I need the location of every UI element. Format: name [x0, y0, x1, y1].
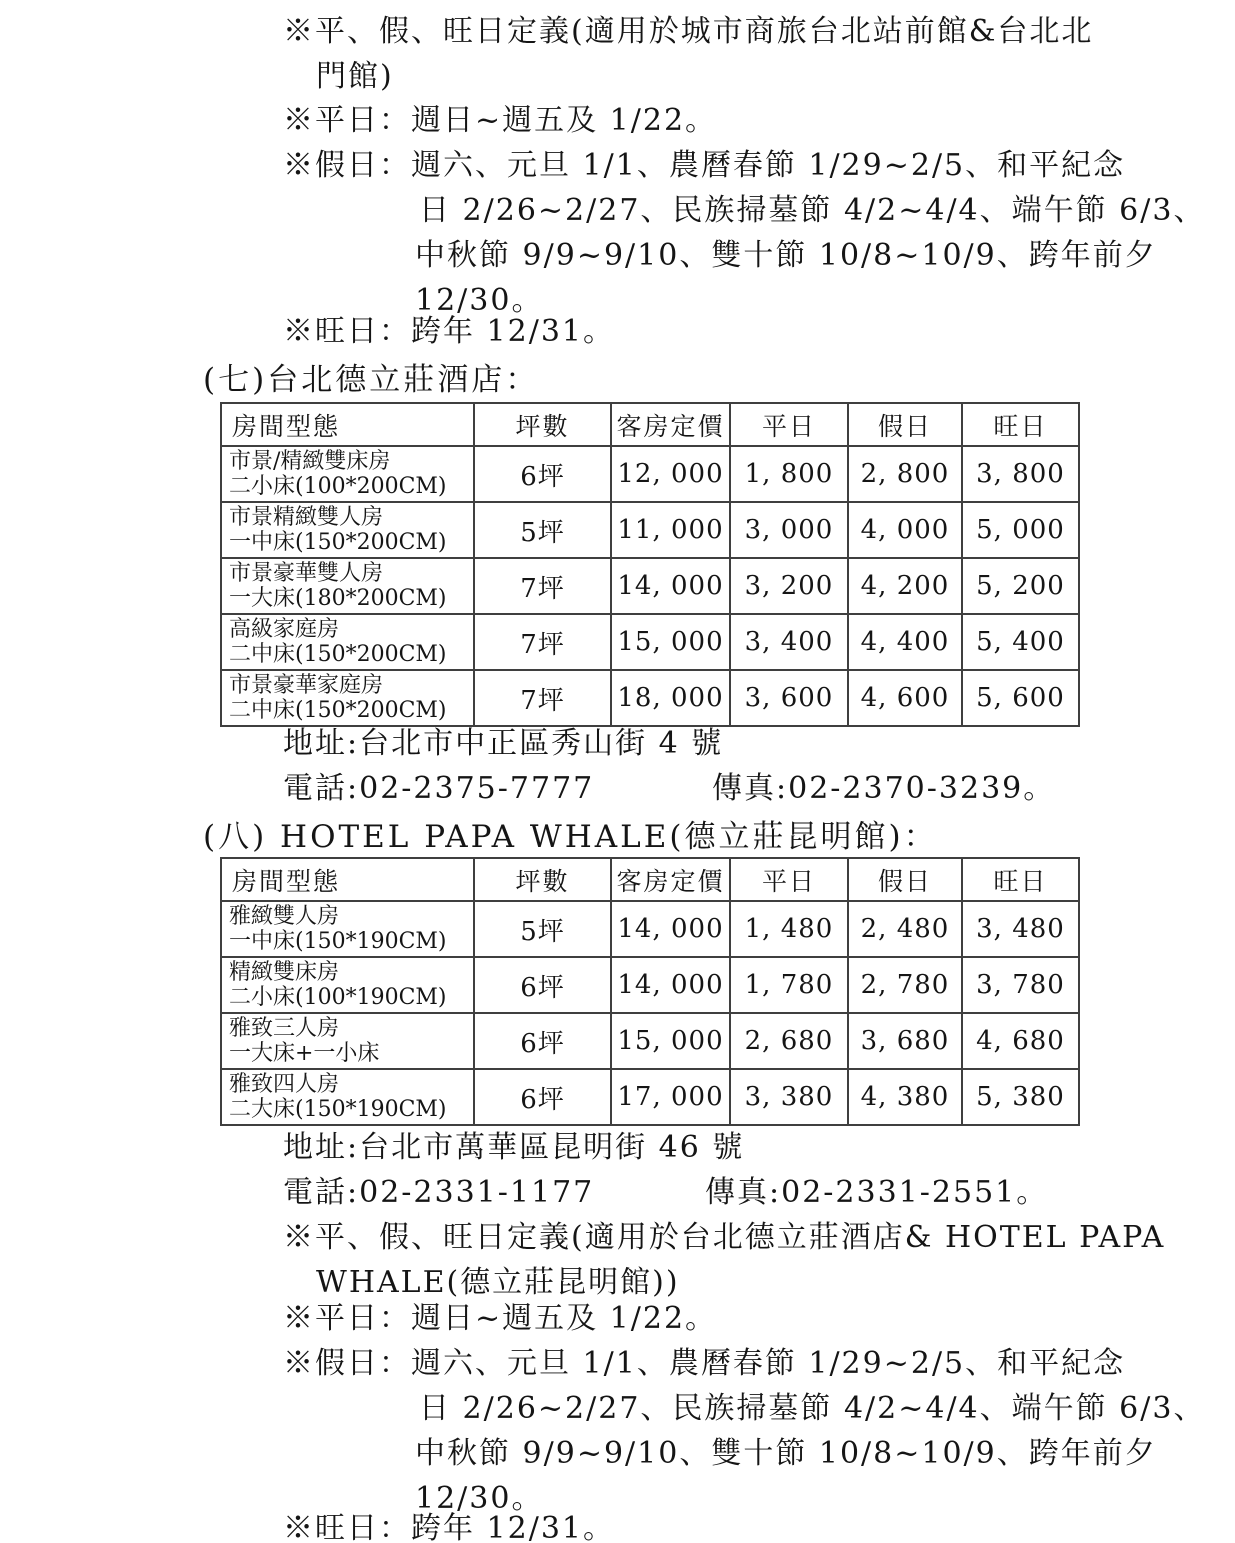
list-price-cell: 17, 000 — [611, 1069, 730, 1125]
list-price-cell: 14, 000 — [611, 558, 730, 614]
note-line: 中秋節 9/9~9/10、雙十節 10/8~10/9、跨年前夕 — [415, 1436, 1157, 1471]
list-price-cell: 11, 000 — [611, 502, 730, 558]
room-type-cell — [221, 558, 474, 614]
size-cell: 7坪 — [474, 614, 611, 670]
col-header-peak: 旺日 — [962, 858, 1079, 901]
col-header-weekday: 平日 — [730, 403, 848, 446]
holiday-price-cell: 4, 600 — [848, 670, 962, 726]
room-type-cell — [221, 1013, 474, 1069]
list-price-cell: 15, 000 — [611, 614, 730, 670]
col-header-size: 坪數 — [474, 403, 611, 446]
section7-address: 地址:台北市中正區秀山街 4 號 — [283, 726, 724, 761]
col-header-list-price: 客房定價 — [611, 403, 730, 446]
holiday-price-cell: 4, 000 — [848, 502, 962, 558]
weekday-price-cell: 1, 780 — [730, 957, 848, 1013]
peak-price-cell: 5, 000 — [962, 502, 1079, 558]
room-type-cell — [221, 670, 474, 726]
holiday-price-cell: 2, 480 — [848, 901, 962, 957]
list-price-cell: 12, 000 — [611, 446, 730, 502]
table-row — [221, 957, 1079, 1013]
col-header-holiday: 假日 — [848, 403, 962, 446]
note-line: 12/30。 — [415, 283, 544, 318]
note-line: ※旺日：跨年 12/31。 — [283, 314, 615, 349]
list-price-cell: 14, 000 — [611, 957, 730, 1013]
bed-spec: 一大床(180*200CM) — [229, 586, 447, 611]
section8-fax: 傳真:02-2331-2551。 — [705, 1175, 1049, 1210]
table-row — [221, 1069, 1079, 1125]
weekday-price-cell: 1, 800 — [730, 446, 848, 502]
col-header-weekday: 平日 — [730, 858, 848, 901]
room-name: 市景豪華家庭房 — [229, 673, 384, 698]
note-line: ※平日：週日~週五及 1/22。 — [283, 1301, 718, 1336]
list-price-cell: 15, 000 — [611, 1013, 730, 1069]
size-cell: 6坪 — [474, 1069, 611, 1125]
section7-phone: 電話:02-2375-7777 — [283, 771, 595, 806]
room-name: 高級家庭房 — [229, 617, 340, 642]
col-header-list-price: 客房定價 — [611, 858, 730, 901]
room-type-cell — [221, 502, 474, 558]
peak-price-cell: 3, 800 — [962, 446, 1079, 502]
bed-spec: 一中床(150*190CM) — [229, 929, 447, 954]
holiday-price-cell: 2, 780 — [848, 957, 962, 1013]
section7-heading: (七)台北德立莊酒店： — [203, 362, 540, 398]
note-line: ※平、假、旺日定義(適用於台北德立莊酒店& HOTEL PAPA — [283, 1220, 1166, 1255]
weekday-price-cell: 2, 680 — [730, 1013, 848, 1069]
holiday-price-cell: 4, 200 — [848, 558, 962, 614]
room-name: 精緻雙床房 — [229, 960, 340, 985]
room-name: 雅致四人房 — [229, 1072, 340, 1097]
room-type-cell — [221, 446, 474, 502]
note-line: ※假日：週六、元旦 1/1、農曆春節 1/29~2/5、和平紀念 — [283, 1346, 1126, 1381]
bed-spec: 二小床(100*200CM) — [229, 474, 447, 499]
holiday-price-cell: 4, 400 — [848, 614, 962, 670]
section8-rate-table — [220, 857, 1080, 1126]
table-row — [221, 558, 1079, 614]
list-price-cell: 14, 000 — [611, 901, 730, 957]
size-cell: 6坪 — [474, 446, 611, 502]
col-header-size: 坪數 — [474, 858, 611, 901]
room-type-cell — [221, 1069, 474, 1125]
note-line: 12/30。 — [415, 1481, 544, 1516]
room-name: 市景/精緻雙床房 — [229, 449, 391, 474]
note-line: 日 2/26~2/27、民族掃墓節 4/2~4/4、端午節 6/3、 — [419, 1391, 1206, 1426]
holiday-price-cell: 3, 680 — [848, 1013, 962, 1069]
room-name: 雅致三人房 — [229, 1016, 340, 1041]
bed-spec: 一大床+一小床 — [229, 1041, 380, 1066]
room-name: 市景豪華雙人房 — [229, 561, 384, 586]
room-name: 市景精緻雙人房 — [229, 505, 384, 530]
bed-spec: 二中床(150*200CM) — [229, 642, 447, 667]
bed-spec: 一中床(150*200CM) — [229, 530, 447, 555]
weekday-price-cell: 3, 400 — [730, 614, 848, 670]
size-cell: 7坪 — [474, 670, 611, 726]
note-line: ※平日：週日~週五及 1/22。 — [283, 103, 718, 138]
table-row — [221, 502, 1079, 558]
weekday-price-cell: 3, 600 — [730, 670, 848, 726]
size-cell: 7坪 — [474, 558, 611, 614]
section7-fax: 傳真:02-2370-3239。 — [712, 771, 1056, 806]
peak-price-cell: 5, 400 — [962, 614, 1079, 670]
note-line: 中秋節 9/9~9/10、雙十節 10/8~10/9、跨年前夕 — [415, 238, 1157, 273]
weekday-price-cell: 3, 200 — [730, 558, 848, 614]
peak-price-cell: 5, 380 — [962, 1069, 1079, 1125]
col-header-holiday: 假日 — [848, 858, 962, 901]
size-cell: 5坪 — [474, 502, 611, 558]
table-row — [221, 1013, 1079, 1069]
note-line: 門館) — [316, 59, 394, 94]
table-row — [221, 670, 1079, 726]
weekday-price-cell: 3, 380 — [730, 1069, 848, 1125]
note-line: WHALE(德立莊昆明館)) — [316, 1265, 680, 1300]
list-price-cell: 18, 000 — [611, 670, 730, 726]
holiday-price-cell: 4, 380 — [848, 1069, 962, 1125]
col-header-room-type: 房間型態 — [221, 858, 474, 901]
size-cell: 6坪 — [474, 957, 611, 1013]
peak-price-cell: 3, 480 — [962, 901, 1079, 957]
peak-price-cell: 5, 200 — [962, 558, 1079, 614]
section8-heading: (八) HOTEL PAPA WHALE(德立莊昆明館)： — [203, 819, 938, 855]
section7-rate-table — [220, 402, 1080, 727]
weekday-price-cell: 1, 480 — [730, 901, 848, 957]
table-row — [221, 901, 1079, 957]
size-cell: 6坪 — [474, 1013, 611, 1069]
room-type-cell — [221, 614, 474, 670]
peak-price-cell: 4, 680 — [962, 1013, 1079, 1069]
holiday-price-cell: 2, 800 — [848, 446, 962, 502]
table-header-row — [221, 403, 1079, 446]
size-cell: 5坪 — [474, 901, 611, 957]
section8-address: 地址:台北市萬華區昆明街 46 號 — [283, 1130, 745, 1165]
note-line: ※旺日：跨年 12/31。 — [283, 1511, 615, 1543]
col-header-room-type: 房間型態 — [221, 403, 474, 446]
bed-spec: 二大床(150*190CM) — [229, 1097, 447, 1122]
weekday-price-cell: 3, 000 — [730, 502, 848, 558]
peak-price-cell: 5, 600 — [962, 670, 1079, 726]
note-line: ※假日：週六、元旦 1/1、農曆春節 1/29~2/5、和平紀念 — [283, 148, 1126, 183]
table-row — [221, 446, 1079, 502]
room-name: 雅緻雙人房 — [229, 904, 340, 929]
table-header-row — [221, 858, 1079, 901]
section8-phone: 電話:02-2331-1177 — [283, 1175, 595, 1210]
col-header-peak: 旺日 — [962, 403, 1079, 446]
table-row — [221, 614, 1079, 670]
bed-spec: 二小床(100*190CM) — [229, 985, 447, 1010]
note-line: 日 2/26~2/27、民族掃墓節 4/2~4/4、端午節 6/3、 — [419, 193, 1206, 228]
peak-price-cell: 3, 780 — [962, 957, 1079, 1013]
bed-spec: 二中床(150*200CM) — [229, 698, 447, 723]
note-line: ※平、假、旺日定義(適用於城市商旅台北站前館&台北北 — [283, 14, 1094, 49]
room-type-cell — [221, 901, 474, 957]
room-type-cell — [221, 957, 474, 1013]
